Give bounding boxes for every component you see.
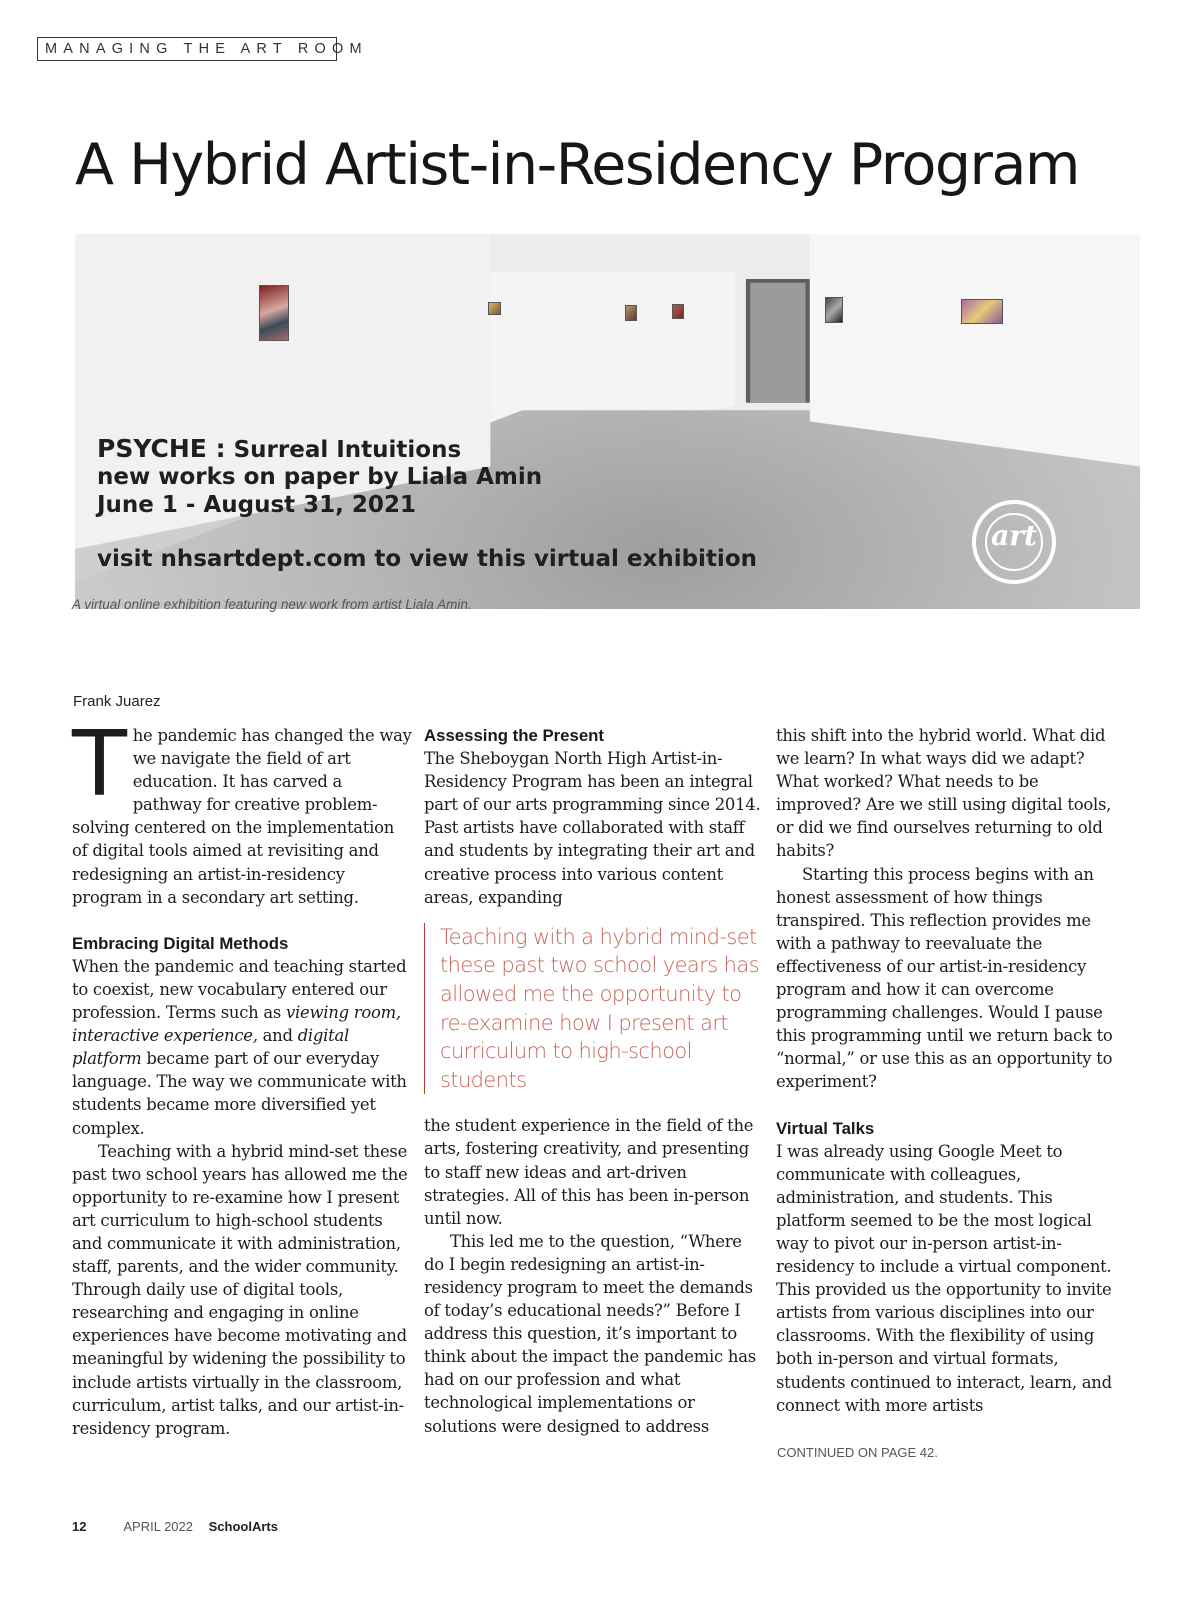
issue-date: APRIL 2022 [123, 1519, 193, 1534]
article-title: A Hybrid Artist-in-Residency Program [75, 132, 1079, 198]
article-column-3 [776, 724, 1116, 1417]
page-footer [72, 1519, 278, 1534]
exhibition-image [75, 234, 1140, 609]
paragraph: the student experience in the field of the arts, fostering creativity, and presenting to staff new ideas and art-driven strategies. All of this has been in-person until now. [424, 1116, 754, 1228]
artwork-thumbnail [672, 304, 684, 319]
continued-on-page-note: CONTINUED ON PAGE 42. [777, 1445, 938, 1460]
article-column-2 [424, 724, 764, 1438]
paragraph: this shift into the hybrid world. What did we learn? In what ways did we adapt? What worked? What needs to be improved? Are we still using digital tools, or did we find ourselves returning to old habits? [776, 726, 1112, 861]
heading-embracing-digital-methods: Embracing Digital Methods [72, 933, 289, 953]
paragraph: This led me to the question, “Where do I begin redesigning an artist-in-residency program to meet the demands of today’s educational needs?” Before I address this question, it’s important to think about the impact the pandemic has had on our profession and what technological implementations or solutions were designed to address [424, 1231, 756, 1436]
paragraph: Teaching with a hybrid mind-set these past two school years has allowed me the opportunity to re-examine how I present art curriculum to high-school students and communicate it with administration, staff, parents, and the wider community. Through daily use of digital tools, researching and engaging in online experiences have become motivating and meaningful by widening the possibility to include artists virtually in the classroom, curriculum, artist talks, and our artist-in-residency program. [72, 1141, 408, 1438]
image-caption: A virtual online exhibition featuring new work from artist Liala Amin. [72, 597, 472, 612]
page-number: 12 [72, 1519, 87, 1534]
artwork-thumbnail [825, 297, 843, 323]
artwork-thumbnail [625, 305, 637, 321]
paragraph: Starting this process begins with an honest assessment of how things transpired. This reflection provides me with a pathway to reevaluate the effectiveness of our artist-in-residency program and how it can overcome programming challenges. Would I pause this programming until we return back to “normal,” or use this as an opportunity to experiment? [776, 864, 1113, 1092]
paragraph: The Sheboygan North High Artist-in-Residency Program has been an integral part of our arts programming since 2014. Past artists have collaborated with staff and students by integrating their art and creative process into various content areas, expanding [424, 749, 761, 907]
north-high-art-logo: art [972, 500, 1056, 584]
article-column-1 [72, 712, 412, 1440]
section-label: MANAGING THE ART ROOM [37, 37, 337, 61]
artwork-thumbnail [488, 302, 501, 315]
artwork-thumbnail [961, 299, 1003, 324]
artwork-thumbnail [259, 285, 289, 341]
heading-assessing-the-present: Assessing the Present [424, 726, 605, 745]
exhibition-url-text: visit nhsartdept.com to view this virtual exhibition [97, 546, 757, 572]
magazine-name: SchoolArts [208, 1519, 278, 1534]
author-byline: Frank Juarez [73, 693, 161, 710]
exhibition-subtitle: new works on paper by Liala Amin [97, 464, 543, 490]
drop-cap: T [72, 712, 127, 817]
heading-virtual-talks: Virtual Talks [776, 1118, 875, 1138]
pull-quote: Teaching with a hybrid mind-set these past two school years has allowed me the opportunity to re-examine how I present art curriculum to high-school students [424, 923, 764, 1095]
paragraph: I was already using Google Meet to communicate with colleagues, administration, and students. This platform seemed to be the most logical way to pivot our in-person artist-in-residency to include a virtual component. This provided us the opportunity to invite artists from various disciplines into our classrooms. With the flexibility of using both in-person and virtual formats, students continued to interact, learn, and connect with more artists [776, 1141, 1112, 1415]
intro-paragraph: The pandemic has changed the way we navigate the field of art education. It has carved a pathway for creative problem-solving centered on the implementation of digital tools aimed at revisiting and redesigning an artist-in-residency program in a secondary art setting. [72, 712, 412, 907]
exhibition-dates: June 1 - August 31, 2021 [97, 492, 416, 518]
exhibition-title: PSYCHE : Surreal Intuitions [97, 434, 462, 463]
paragraph: When the pandemic and teaching started to coexist, new vocabulary entered our profession. Terms such as viewing room, interactive experience, and digital platform became part of our everyday language. The way we communicate with students became more diversified yet complex. [72, 956, 407, 1138]
